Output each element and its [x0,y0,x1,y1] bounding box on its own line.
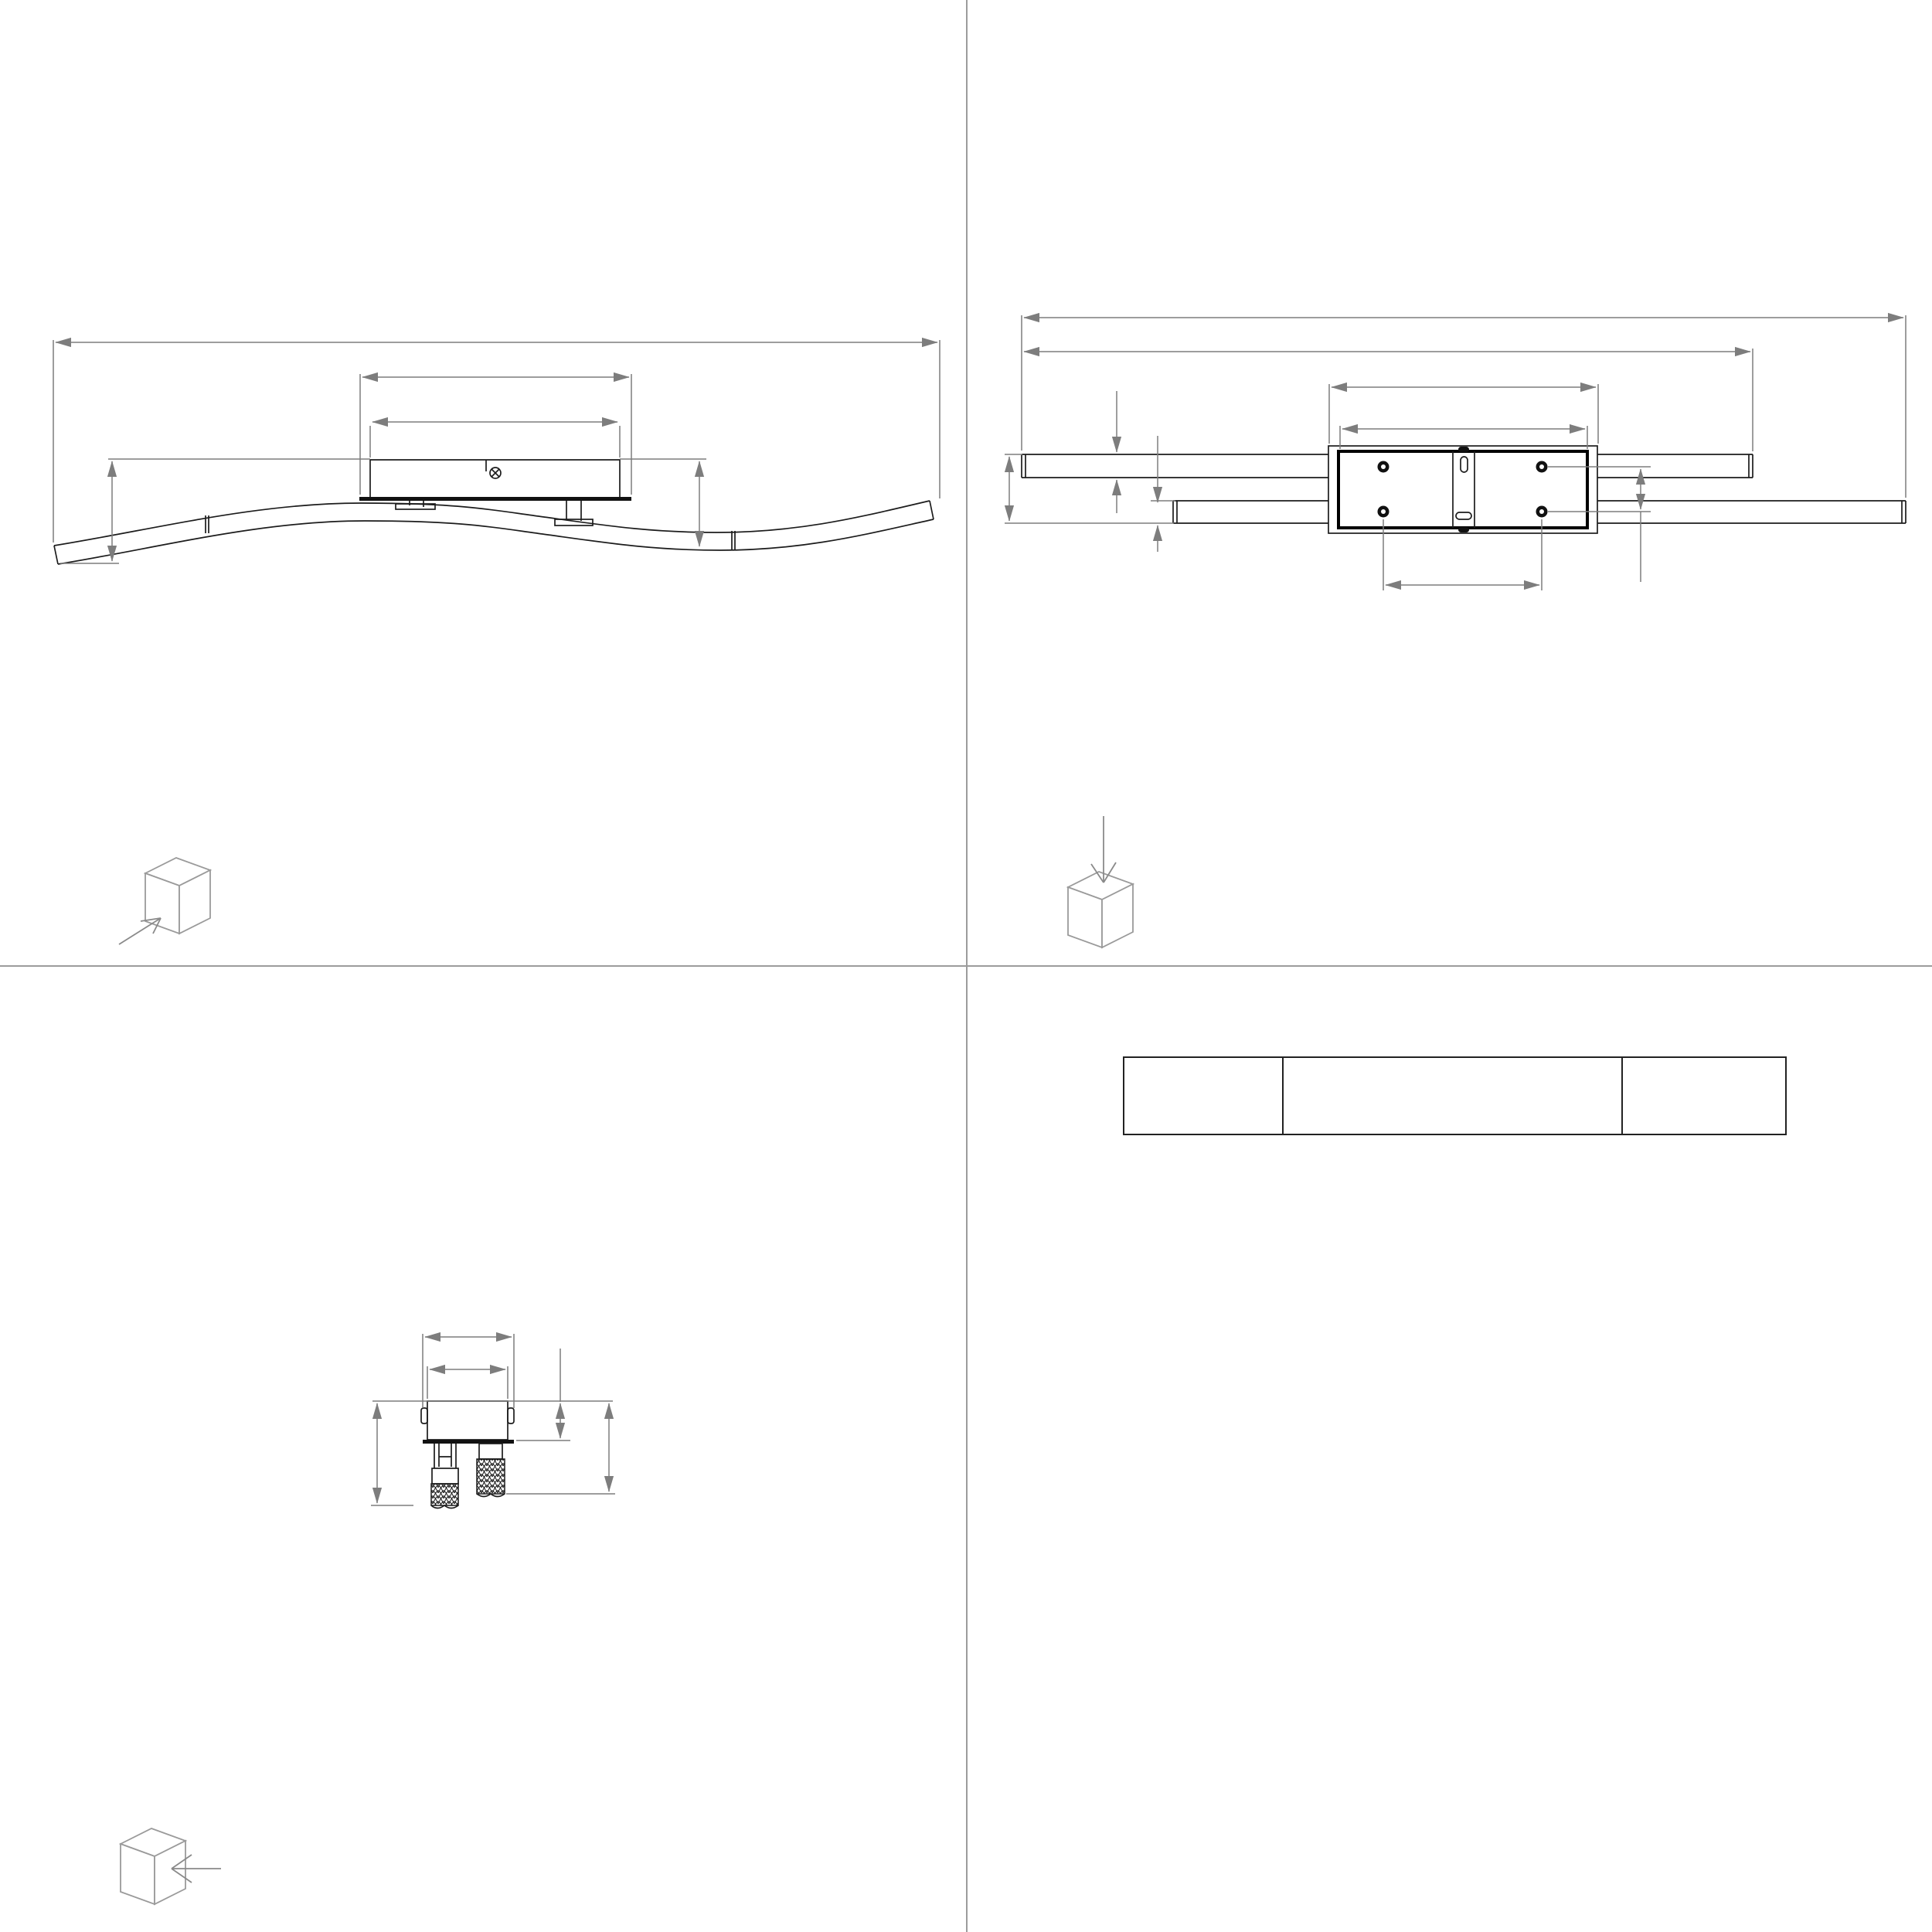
side-bar-end [477,1444,505,1497]
side-cube-icon [121,1828,221,1904]
table-header-inches [1622,1057,1786,1134]
side-clip-right [508,1408,514,1423]
side-clip-left [421,1408,427,1423]
table-header-millimeters [1283,1057,1622,1134]
table-header-row [1124,1057,1786,1134]
blade-collar [432,1468,458,1484]
dimension-table [1123,1056,1787,1135]
blade-crystal-section [431,1484,458,1505]
bar-stem [479,1444,502,1459]
bar-crystal-section [477,1459,505,1494]
blade-bracket [434,1444,456,1468]
side-box [427,1401,508,1440]
side-canopy [421,1401,514,1444]
side-blade-left [431,1444,458,1509]
table-corner-cell [1124,1057,1283,1134]
